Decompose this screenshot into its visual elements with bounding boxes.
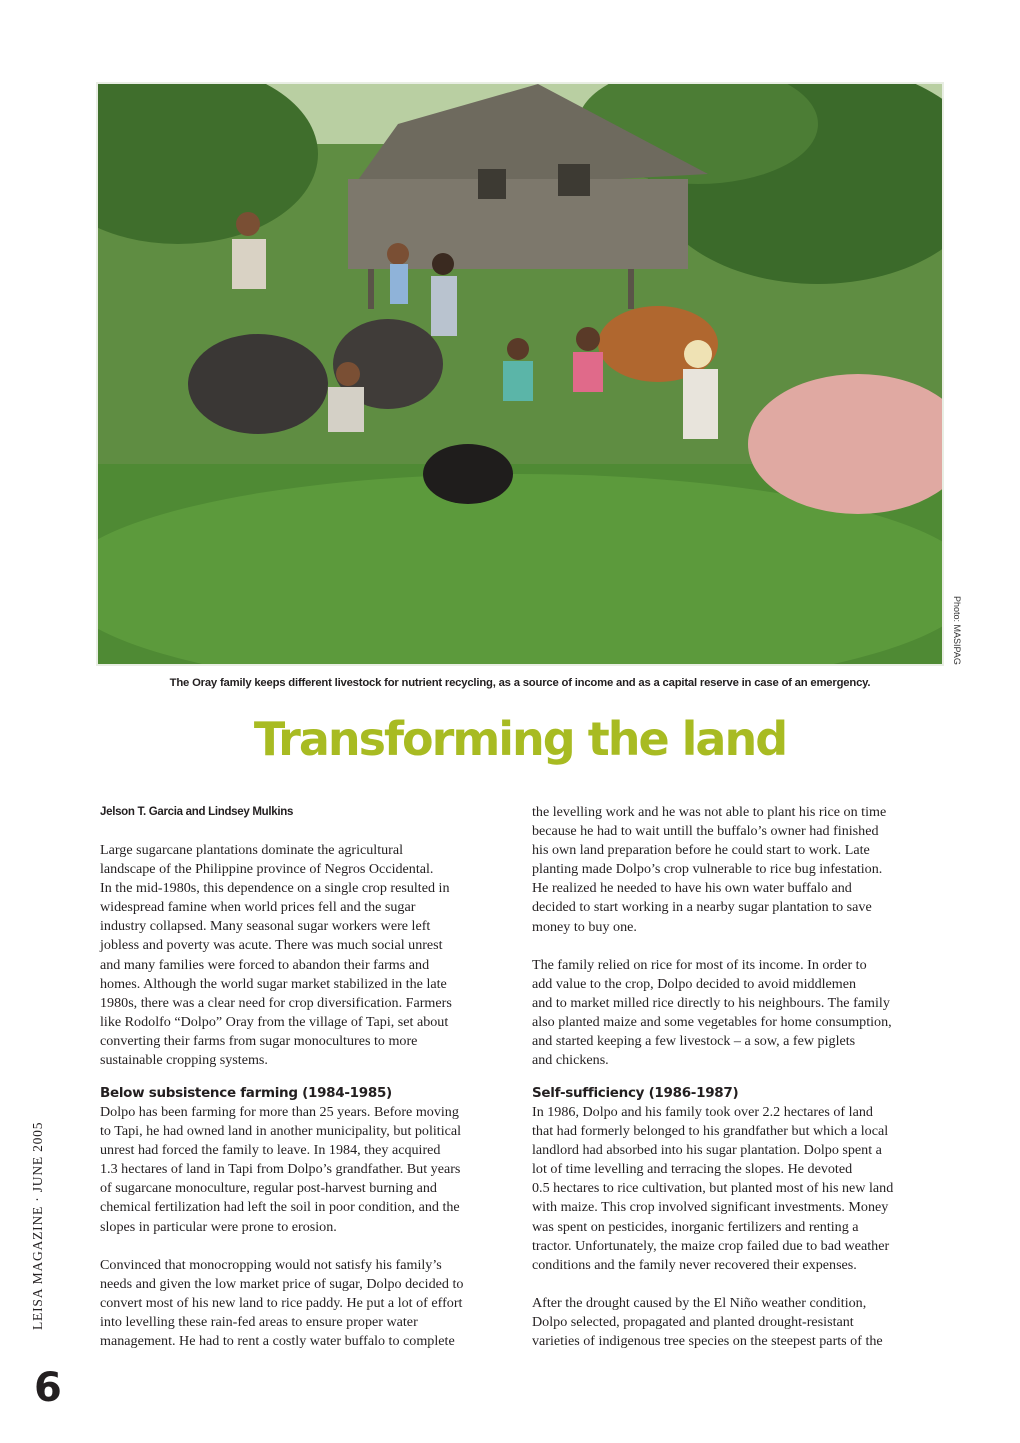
- intro-line: and many families were forced to abandon their farms and: [100, 956, 430, 973]
- right-column-section: [532, 1084, 952, 1351]
- magazine-issue-label: LEISA MAGAZINE · JUNE 2005: [30, 1121, 45, 1330]
- body-line: Convinced that monocropping would not satisfy his family’s: [100, 1256, 442, 1273]
- intro-line: like Rodolfo “Dolpo” Oray from the village of Tapi, set about: [100, 1013, 449, 1030]
- body-line: unrest had forced the family to leave. In 1984, they acquired: [100, 1142, 441, 1159]
- intro-line: converting their farms from sugar monocultures to more: [100, 1032, 418, 1049]
- body-line: and started keeping a few livestock – a sow, a few piglets: [532, 1033, 856, 1050]
- body-line: After the drought caused by the El Niño weather condition,: [532, 1294, 867, 1311]
- body-line: The family relied on rice for most of its income. In order to: [532, 956, 867, 973]
- body-line: tractor. Unfortunately, the maize crop failed due to bad weather: [532, 1237, 890, 1254]
- body-line: decided to start working in a nearby sugar plantation to save: [532, 899, 872, 916]
- body-line: money to buy one.: [532, 918, 637, 935]
- feature-photo: [98, 84, 942, 664]
- body-line: planting made Dolpo’s crop vulnerable to rice bug infestation.: [532, 861, 883, 878]
- left-column-section: [100, 1084, 520, 1351]
- body-line: conditions and the family never recovered their expenses.: [532, 1256, 857, 1273]
- intro-line: homes. Although the world sugar market stabilized in the late: [100, 975, 447, 992]
- body-line: into levelling these rain-fed areas to ensure proper water: [100, 1314, 418, 1331]
- body-line: 1.3 hectares of land in Tapi from Dolpo’s grandfather. But years: [100, 1161, 461, 1178]
- body-line: In 1986, Dolpo and his family took over 2.2 hectares of land: [532, 1104, 873, 1120]
- body-line: lot of time levelling and terracing the slopes. He devoted: [532, 1161, 853, 1178]
- body-line: that had formerly belonged to his grandfather but which a local: [532, 1123, 889, 1140]
- body-line: and chickens.: [532, 1052, 609, 1069]
- body-line: the levelling work and he was not able to plant his rice on time: [532, 804, 887, 820]
- intro-line: In the mid-1980s, this dependence on a single crop resulted in: [100, 880, 450, 897]
- article-authors: Jelson T. Garcia and Lindsey Mulkins: [100, 806, 294, 818]
- body-line: with maize. This crop involved significant investments. Money: [532, 1199, 889, 1216]
- body-line: of sugarcane monoculture, regular post-harvest burning and: [100, 1180, 437, 1197]
- section-heading-below-subsistence: Below subsistence farming (1984-1985): [100, 1085, 392, 1101]
- intro-line: industry collapsed. Many seasonal sugar workers were left: [100, 918, 431, 935]
- body-line: convert most of his new land to rice paddy. He put a lot of effort: [100, 1294, 463, 1311]
- body-line: 0.5 hectares to rice cultivation, but planted most of his new land: [532, 1180, 894, 1197]
- article-title: Transforming the land: [253, 712, 787, 766]
- body-line: management. He had to rent a costly water buffalo to complete: [100, 1333, 455, 1350]
- photo-credit: Photo: MASIPAG: [952, 596, 962, 665]
- body-line: add value to the crop, Dolpo decided to avoid middlemen: [532, 975, 857, 992]
- intro-line: 1980s, there was a clear need for crop diversification. Farmers: [100, 994, 452, 1011]
- body-line: also planted maize and some vegetables for home consumption,: [532, 1014, 892, 1031]
- body-line: Dolpo has been farming for more than 25 years. Before moving: [100, 1104, 459, 1120]
- body-line: and to market milled rice directly to his neighbours. The family: [532, 994, 890, 1011]
- body-line: varieties of indigenous tree species on the steepest parts of the: [532, 1333, 883, 1350]
- body-line: Dolpo selected, propagated and planted drought-resistant: [532, 1314, 854, 1331]
- intro-line: landscape of the Philippine province of Negros Occidental.: [100, 861, 434, 878]
- farm-scene-illustration: [98, 84, 942, 664]
- body-line: was spent on pesticides, inorganic fertilizers and renting a: [532, 1218, 859, 1235]
- body-line: He realized he needed to have his own water buffalo and: [532, 880, 852, 897]
- section-heading-self-sufficiency: Self-sufficiency (1986-1987): [532, 1085, 739, 1101]
- body-line: chemical fertilization had left the soil in poor condition, and the: [100, 1199, 460, 1216]
- body-line: his own land preparation before he could start to work. Late: [532, 842, 870, 859]
- body-line: because he had to wait untill the buffalo’s owner had finished: [532, 823, 879, 840]
- intro-line: jobless and poverty was acute. There was much social unrest: [100, 937, 443, 954]
- body-line: needs and given the low market price of sugar, Dolpo decided to: [100, 1275, 464, 1292]
- right-column: [532, 803, 952, 1070]
- intro-line: widespread famine when world prices fell and the sugar: [100, 899, 416, 916]
- body-line: landlord had absorbed into his sugar plantation. Dolpo spent a: [532, 1142, 882, 1159]
- intro-line: Large sugarcane plantations dominate the agricultural: [100, 842, 404, 858]
- page-number: 6: [34, 1365, 62, 1411]
- intro-line: sustainable cropping systems.: [100, 1052, 268, 1069]
- photo-caption: The Oray family keeps different livestock for nutrient recycling, as a source of income and as a capital reserve in case of an emergency.: [169, 677, 871, 689]
- body-line: slopes in particular were prone to erosion.: [100, 1218, 337, 1235]
- body-line: to Tapi, he had owned land in another municipality, but political: [100, 1123, 462, 1140]
- left-column: [100, 841, 520, 1070]
